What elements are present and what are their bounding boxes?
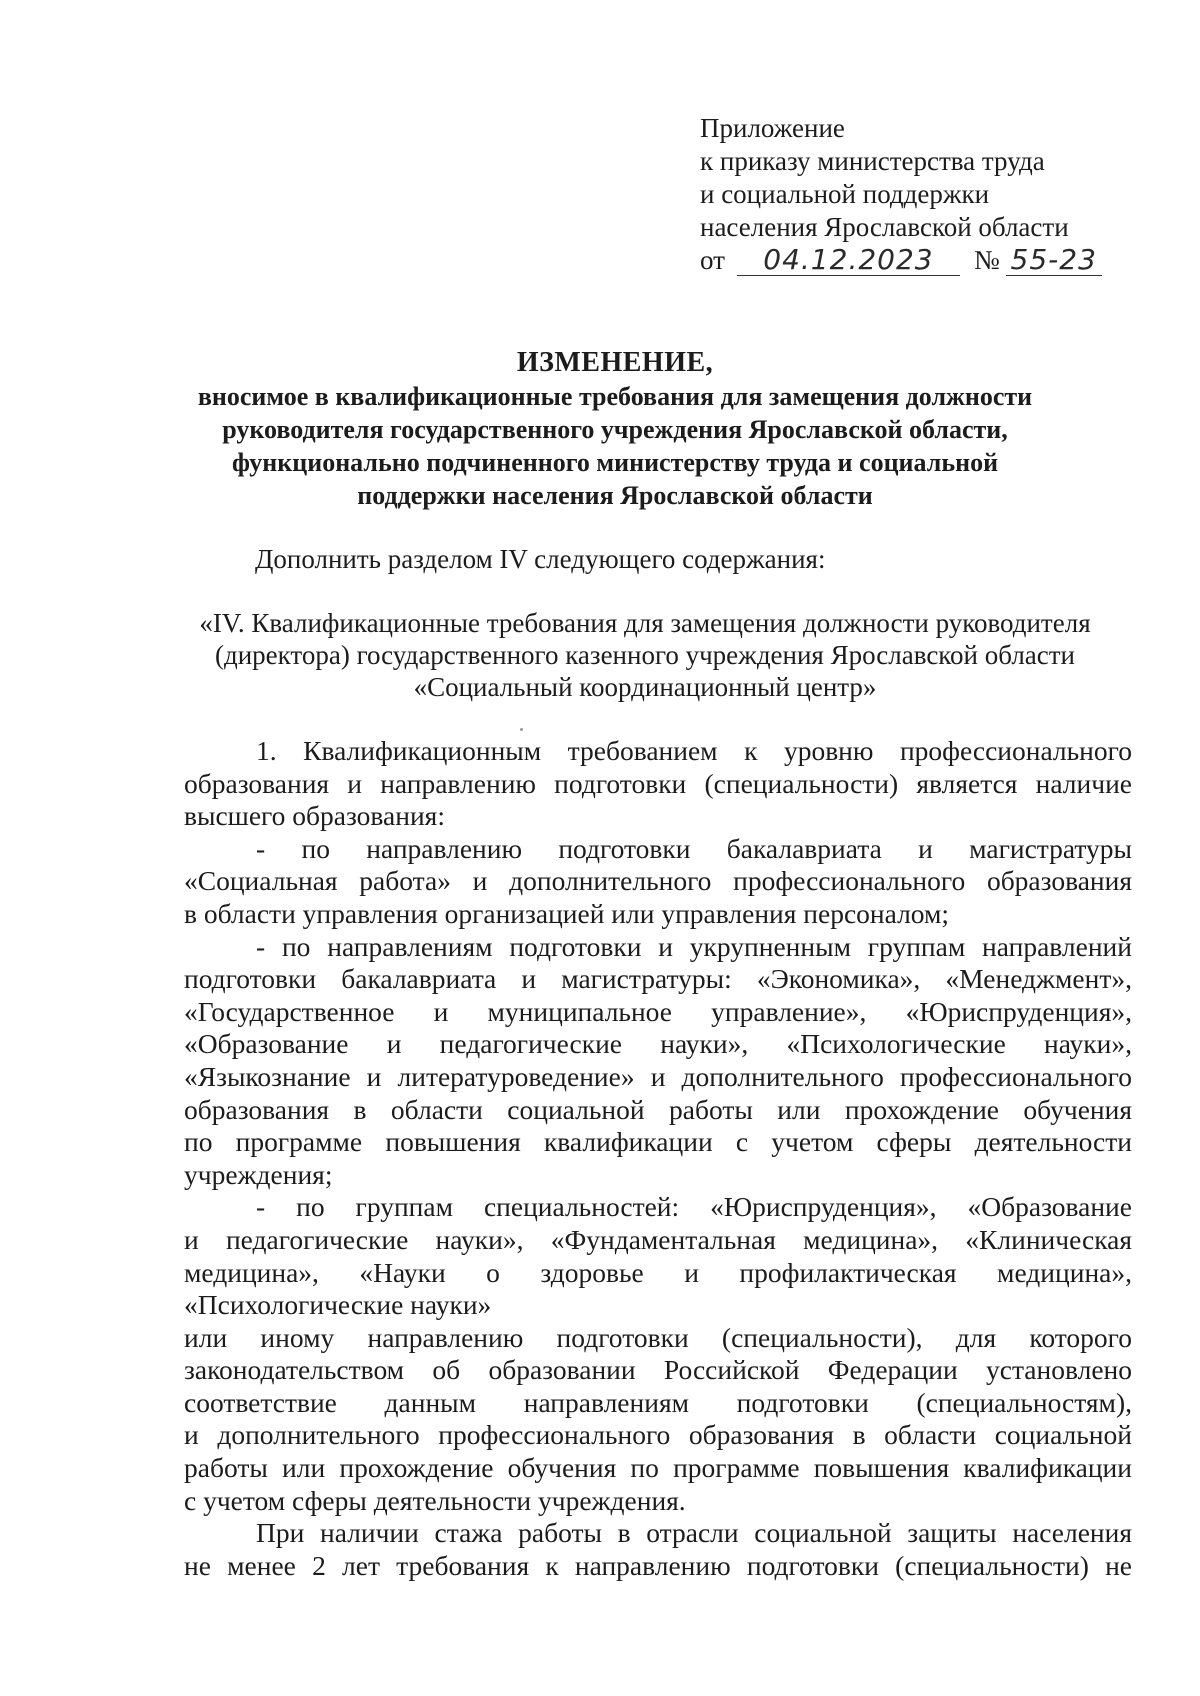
paragraph-6 [184, 1517, 1132, 1582]
text-line: - по направлению подготовки бакалавриата и магистратуры [256, 832, 1132, 864]
title-main: ИЗМЕНЕНИЕ, [516, 347, 714, 378]
text-line: с учетом сферы деятельности учреждения. [184, 1484, 686, 1516]
appendix-line: Приложение [700, 113, 845, 143]
text-line: «Образование и педагогические науки», «Психологические науки», [184, 1028, 1132, 1060]
intro-text: Дополнить разделом IV следующего содержания: [255, 544, 826, 574]
document-title [150, 346, 1080, 512]
date-prefix: от [700, 245, 725, 275]
order-date-number [700, 244, 1140, 277]
text-line: или иному направлению подготовки (специальности), для которого [184, 1321, 1132, 1353]
text-line: законодательством об образовании Российской Федерации установлено [184, 1354, 1132, 1386]
text-line: 1. Квалификационным требованием к уровню профессионального [256, 735, 1132, 766]
text-line: не менее 2 лет требования к направлению подготовки (специальности) не [184, 1549, 1132, 1581]
text-line: При наличии стажа работы в отрасли социальной защиты населения [256, 1517, 1132, 1549]
text-line: «Психологические науки» [184, 1289, 492, 1321]
body-text [184, 735, 1132, 1582]
text-line: «Социальная работа» и дополнительного профессионального образования [184, 865, 1132, 897]
appendix-line: к приказу министерства труда [700, 146, 1045, 176]
title-line: поддержки населения Ярославской области [357, 481, 873, 510]
title-line: функционально подчиненного министерству труда и социальной [231, 448, 999, 477]
text-line: высшего образования: [184, 800, 445, 832]
section-heading [160, 607, 1130, 703]
handwritten-number: 55-23 [1006, 245, 1102, 276]
paragraph-4 [184, 1191, 1132, 1321]
paragraph-3 [184, 931, 1132, 1192]
text-line: «Государственное и муниципальное управление», «Юриспруденция», [184, 995, 1132, 1027]
text-line: «Языкознание и литературоведение» и дополнительного профессионального [184, 1060, 1132, 1092]
text-line: соответствие данным направлениям подготовки (специальностям), [184, 1386, 1132, 1418]
text-line: медицина», «Науки о здоровье и профилактическая медицина», [184, 1256, 1132, 1288]
text-line: в области управления организацией или управления персоналом; [184, 897, 950, 929]
number-sign: № [973, 245, 1000, 275]
appendix-line: и социальной поддержки [700, 179, 990, 209]
text-line: по программе повышения квалификации с учетом сферы деятельности [184, 1126, 1132, 1158]
text-line: - по направлениям подготовки и укрупненным группам направлений [256, 930, 1132, 962]
paragraph-2 [184, 833, 1132, 931]
text-line: образования и направлению подготовки (специальности) является наличие [184, 767, 1132, 799]
section-heading-line: «Социальный координационный центр» [413, 672, 877, 702]
text-line: и педагогические науки», «Фундаментальная медицина», «Клиническая [184, 1223, 1132, 1255]
scan-speck [520, 728, 523, 731]
section-heading-line: «IV. Квалификационные требования для замещения должности руководителя [199, 608, 1091, 638]
section-heading-line: (директора) государственного казенного учреждения Ярославской области [214, 640, 1076, 670]
appendix-block [700, 112, 1140, 277]
title-line: вносимое в квалификационные требования для замещения должности [197, 382, 1033, 411]
paragraph-1 [184, 735, 1132, 833]
text-line: учреждения; [184, 1158, 333, 1190]
text-line: и дополнительного профессионального образования в области социальной [184, 1419, 1132, 1451]
paragraph-5 [184, 1322, 1132, 1518]
handwritten-date: 04.12.2023 [737, 245, 960, 276]
text-line: работы или прохождение обучения по программе повышения квалификации [184, 1452, 1132, 1484]
title-line: руководителя государственного учреждения Ярославской области, [222, 415, 1008, 444]
text-line: - по группам специальностей: «Юриспруденция», «Образование [256, 1191, 1132, 1223]
text-line: подготовки бакалавриата и магистратуры: «Экономика», «Менеджмент», [184, 963, 1132, 995]
appendix-line: населения Ярославской области [700, 212, 1069, 242]
text-line: образования в области социальной работы или прохождение обучения [184, 1093, 1132, 1125]
